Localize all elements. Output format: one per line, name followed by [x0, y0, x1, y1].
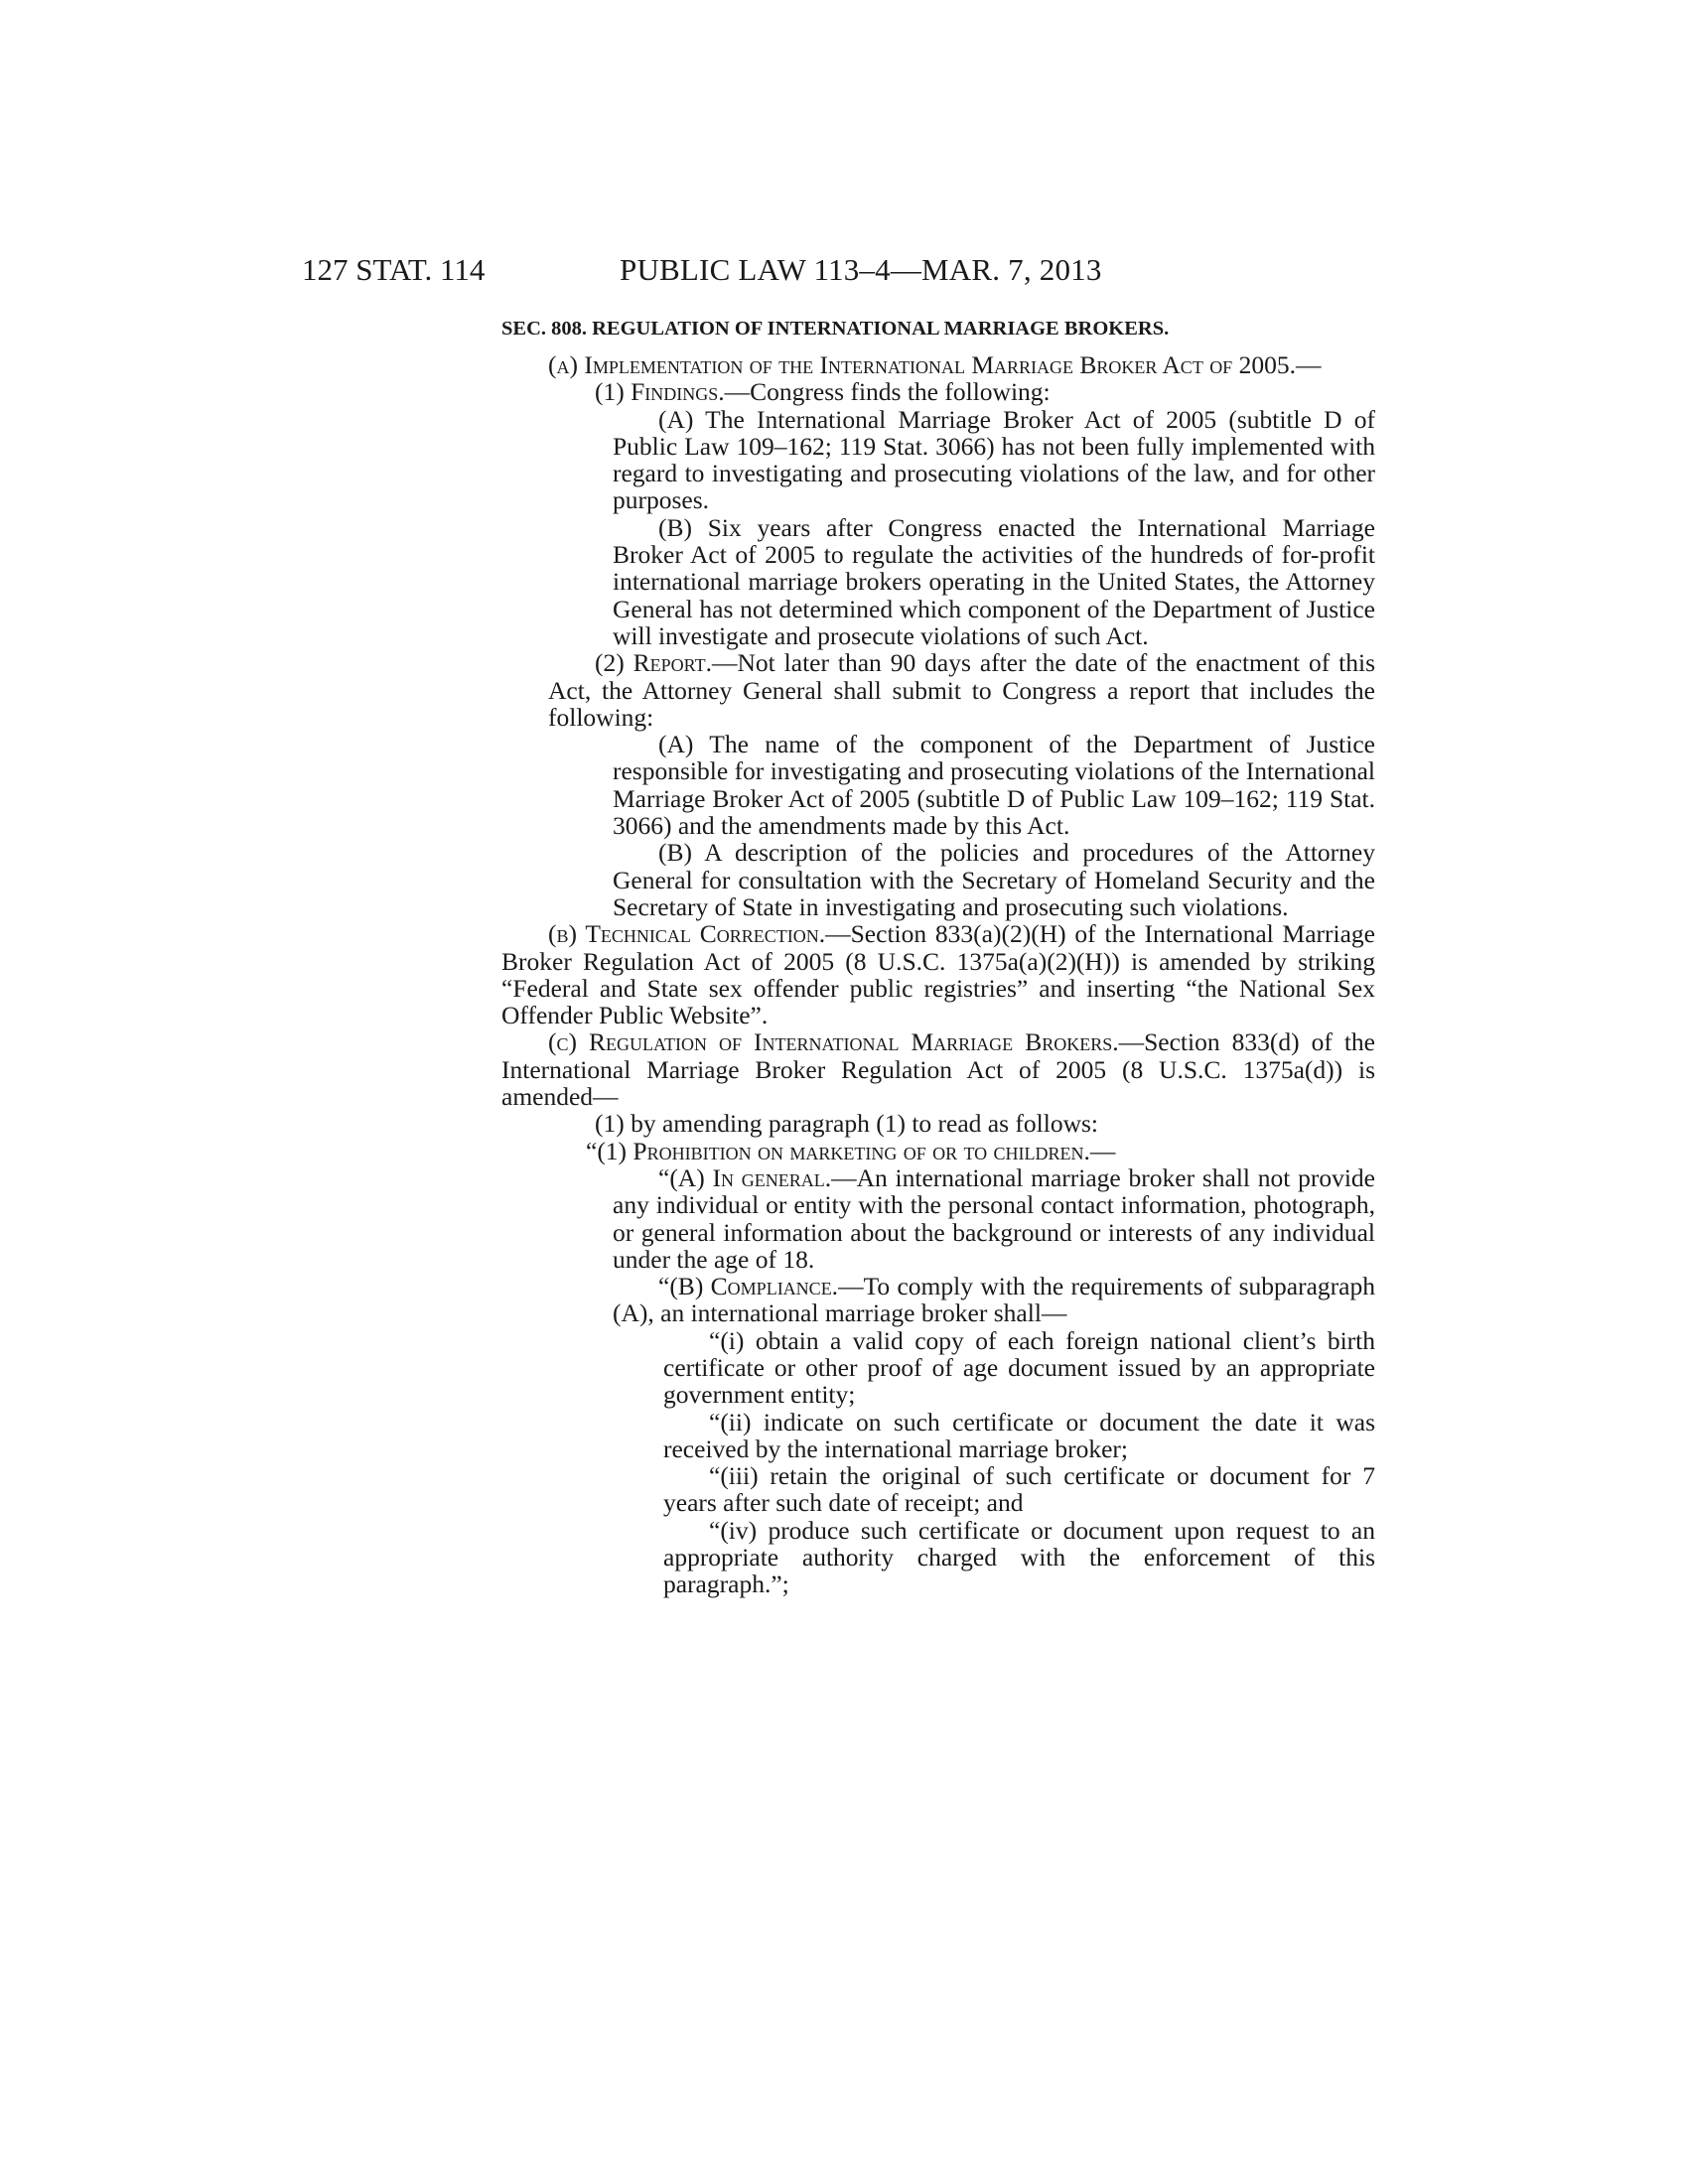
subsection-b — [501, 920, 1375, 1028]
paragraph-a2-lead: —Not later than 90 days after the date of the enactment of this Act, the Attorney General shall submit to Congress a report that includes the following: — [548, 648, 1375, 732]
quoted-B-text: —To comply with the requirements of subparagraph (A), an international marriage broker shall— — [613, 1272, 1375, 1328]
subsection-c-heading: (c) Regulation of International Marriage Brokers. — [548, 1027, 1119, 1057]
finding-a1-A: (A) The International Marriage Broker Act of 2005 (subtitle D of Public Law 109–162; 119 Stat. 3066) has not been fully implemented with regard to investigating and prosecuting violations of the law, and for other purposes. — [613, 404, 1375, 515]
subsection-b-heading: (b) Technical Correction. — [548, 919, 826, 949]
statute-page-number: 127 STAT. 114 — [302, 252, 486, 287]
subsection-b-text: —Section 833(a)(2)(H) of the International Marriage Broker Regulation Act of 2005 (8 U.S.C. 1375a(a)(2)(H)) is amended by striking “Federal and State sex offender public registries” and inserting “the National Sex Offender Public Website”. — [501, 919, 1375, 1030]
subsection-c-item1: (1) by amending paragraph (1) to read as follows: — [595, 1109, 1098, 1139]
quoted-subparagraph-B — [501, 1273, 1375, 1327]
report-a2-A: (A) The name of the component of the Department of Justice responsible for investigating and prosecuting violations of the International Marriage Broker Act of 2005 (subtitle D of Public Law 109–162; 119 Stat. 3066) and the amendments made by this Act. — [613, 730, 1375, 841]
finding-a1-B: (B) Six years after Congress enacted the International Marriage Broker Act of 2005 to regulate the activities of the hundreds of for-profit international marriage brokers operating in the United States, the Attorney General has not determined which component of the Department of Justice will investigate and prosecute violations of such Act. — [613, 512, 1375, 650]
quoted-subparagraph-A — [501, 1164, 1375, 1273]
paragraph-a2-heading: (2) Report. — [595, 648, 712, 678]
subsection-c — [501, 1028, 1375, 1110]
quoted-paragraph-heading: “(1) Prohibition on marketing of or to children.— — [586, 1136, 1116, 1165]
subsection-c-text: —Section 833(d) of the International Marriage Broker Regulation Act of 2005 (8 U.S.C. 1375a(d)) is amended— — [501, 1027, 1375, 1112]
quoted-A-text: —An international marriage broker shall not provide any individual or entity with the personal contact information, photograph, or general information about the background or interests of any individual under the age of 18. — [613, 1162, 1375, 1274]
clause-ii: “(ii) indicate on such certificate or document the date it was received by the international marriage broker; — [663, 1407, 1375, 1463]
section-heading: SEC. 808. REGULATION OF INTERNATIONAL MARRIAGE BROKERS. — [501, 318, 1170, 340]
quoted-A-heading: “(A) In general. — [658, 1162, 832, 1192]
quoted-B-heading: “(B) Compliance. — [658, 1272, 839, 1301]
section-body — [501, 316, 1375, 1598]
clause-i: “(i) obtain a valid copy of each foreign national client’s birth certificate or other proof of age document issued by an appropriate government entity; — [663, 1325, 1375, 1410]
paragraph-a1-heading: (1) Findings. — [595, 377, 725, 407]
paragraph-a1 — [501, 378, 1375, 405]
public-law-title: PUBLIC LAW 113–4—MAR. 7, 2013 — [620, 252, 1102, 287]
paragraph-a1-lead: —Congress finds the following: — [724, 377, 1051, 407]
report-a2-B: (B) A description of the policies and procedures of the Attorney General for consultation with the Secretary of Homeland Security and the Secretary of State in investigating and prosecuting such violations. — [613, 838, 1375, 921]
clause-iv: “(iv) produce such certificate or document upon request to an appropriate authority charged with the enforcement of this paragraph.”; — [663, 1515, 1375, 1599]
paragraph-a2 — [501, 649, 1375, 731]
subsection-a-heading: (a) Implementation of the International Marriage Broker Act of 2005.— — [548, 350, 1322, 379]
clause-iii: “(iii) retain the original of such certificate or document for 7 years after such date of receipt; and — [663, 1461, 1375, 1518]
page-header — [0, 250, 1688, 290]
